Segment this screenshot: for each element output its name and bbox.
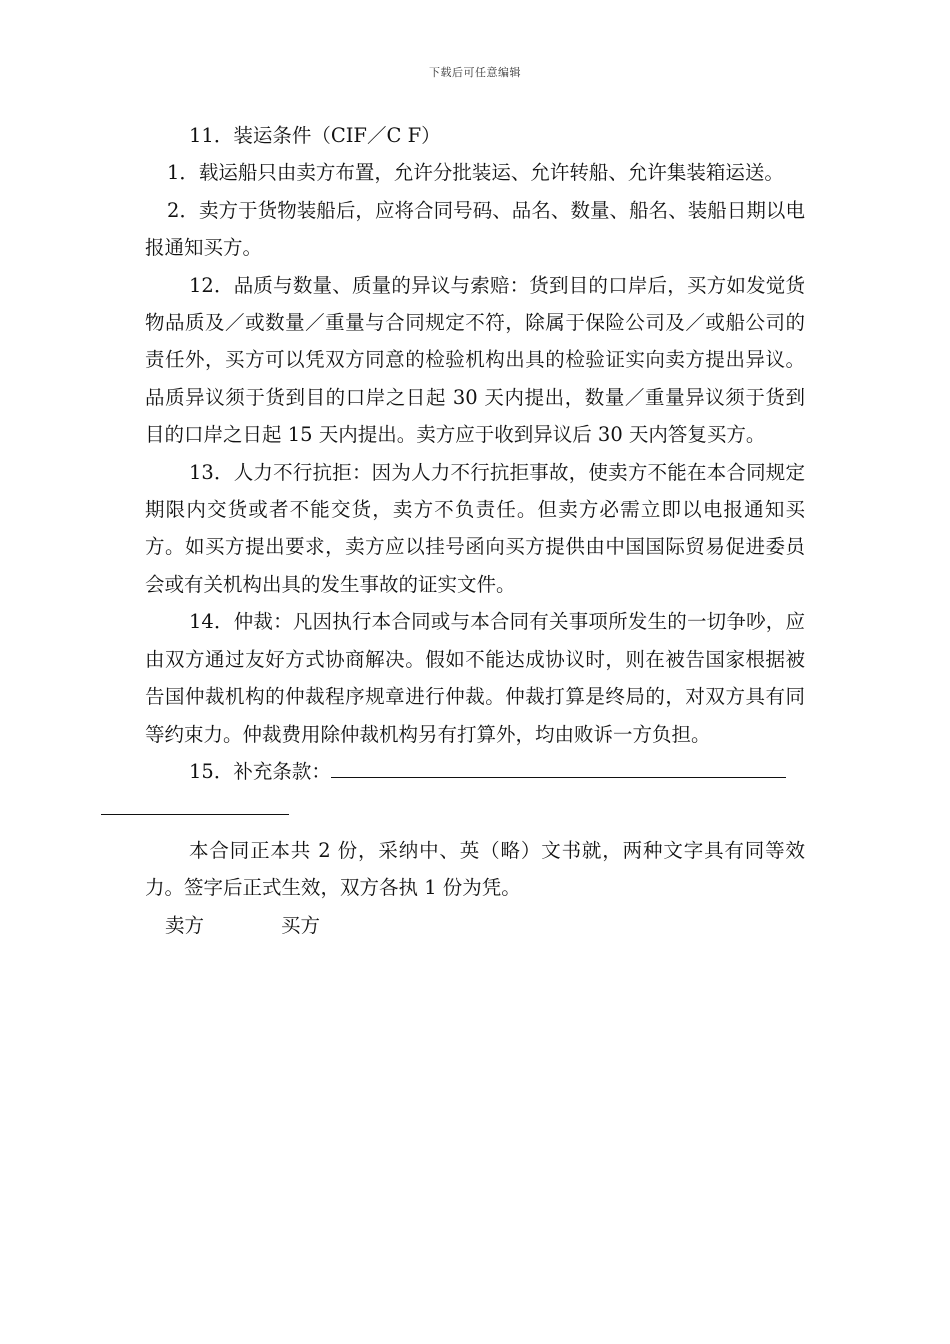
clause-12: 12．品质与数量、质量的异议与索赔：货到目的口岸后，买方如发觉货物品质及／或数量／重量与合同规定不符，除属于保险公司及／或船公司的责任外，买方可以凭双方同意的检验机构出具的检验证实向卖方提出异议。品质异议须于货到目的口岸之日起 30 天内提出，数量／重量异议须于货到目的口岸之日起 15 天内提出。卖方应于收到异议后 30 天内答复买方。 xyxy=(145,273,805,447)
signature-row xyxy=(145,907,805,944)
page-header: 下载后可任意编辑 xyxy=(429,66,521,79)
clause-15 xyxy=(145,753,805,828)
buyer-signature-label: 买方 xyxy=(281,913,321,937)
clause-11-title: 11．装运条件（CIF／C F） xyxy=(189,124,441,147)
seller-signature-label: 卖方 xyxy=(165,913,205,937)
clause-11-item-2: 2．卖方于货物装船后，应将合同号码、品名、数量、船名、装船日期以电报通知买方。 xyxy=(145,198,805,260)
clause-11-item-1: 1．载运船只由卖方布置，允许分批装运、允许转船、允许集装箱运送。 xyxy=(167,161,784,185)
closing-statement: 本合同正本共 2 份，采纳中、英（略）文书就，两种文字具有同等效力。签字后正式生效，双方各执 1 份为凭。 xyxy=(145,838,805,900)
clause-15-label: 15．补充条款： xyxy=(189,759,331,783)
supplementary-terms-blank-line-continued xyxy=(101,792,289,815)
clause-13: 13．人力不行抗拒：因为人力不行抗拒事故，使卖方不能在本合同规定期限内交货或者不能交货，卖方不负责任。但卖方必需立即以电报通知买方。如买方提出要求，卖方应以挂号函向买方提供由中国国际贸易促进委员会或有关机构出具的发生事故的证实文件。 xyxy=(145,460,805,596)
clause-14: 14．仲裁：凡因执行本合同或与本合同有关事项所发生的一切争吵，应由双方通过友好方式协商解决。假如不能达成协议时，则在被告国家根据被告国仲裁机构的仲裁程序规章进行仲裁。仲裁打算是终局的，对双方具有同等约束力。仲裁费用除仲裁机构另有打算外，均由败诉一方负担。 xyxy=(145,610,805,746)
supplementary-terms-blank-line xyxy=(331,755,786,778)
contract-body xyxy=(145,117,805,944)
